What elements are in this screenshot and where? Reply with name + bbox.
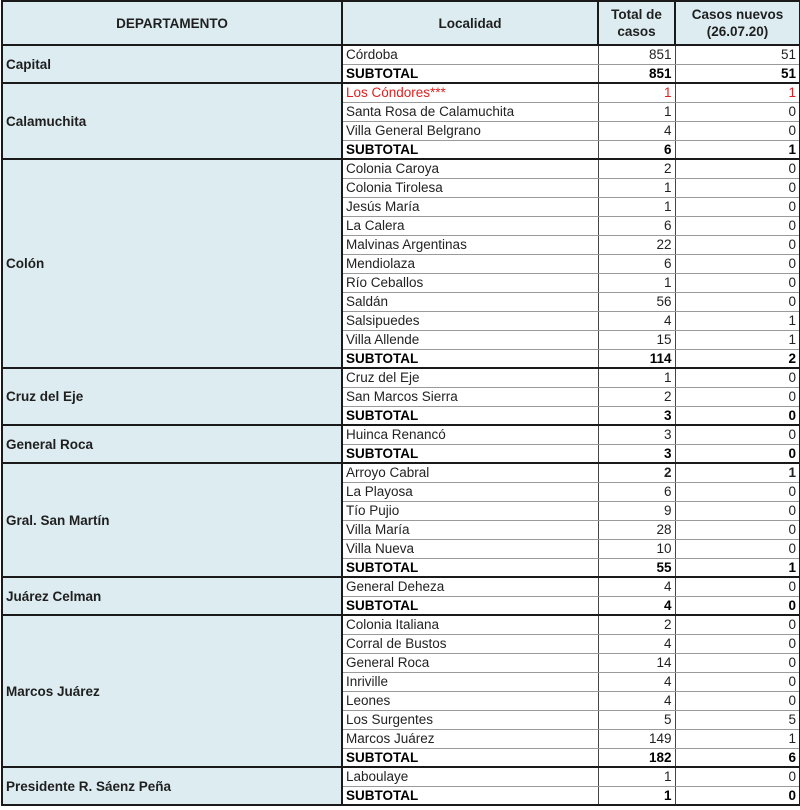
total-casos-cell: 4 bbox=[598, 634, 675, 653]
header-departamento: DEPARTAMENTO bbox=[2, 1, 342, 45]
department-name: Cruz del Eje bbox=[2, 368, 342, 425]
casos-nuevos-cell: 0 bbox=[675, 406, 800, 425]
localidad-cell: Tío Pujio bbox=[342, 501, 598, 520]
casos-nuevos-cell: 0 bbox=[675, 273, 800, 292]
localidad-cell: Colonia Caroya bbox=[342, 159, 598, 178]
localidad-cell: Río Ceballos bbox=[342, 273, 598, 292]
casos-nuevos-cell: 1 bbox=[675, 83, 800, 102]
casos-nuevos-cell: 0 bbox=[675, 672, 800, 691]
department-name: Marcos Juárez bbox=[2, 615, 342, 767]
localidad-cell: General Deheza bbox=[342, 577, 598, 596]
total-casos-cell: 3 bbox=[598, 425, 675, 444]
casos-nuevos-cell: 0 bbox=[675, 501, 800, 520]
department-name: Gral. San Martín bbox=[2, 463, 342, 577]
total-casos-cell: 56 bbox=[598, 292, 675, 311]
total-casos-cell: 5 bbox=[598, 710, 675, 729]
casos-nuevos-cell: 1 bbox=[675, 311, 800, 330]
total-casos-cell: 10 bbox=[598, 539, 675, 558]
total-casos-cell: 6 bbox=[598, 216, 675, 235]
total-casos-cell: 149 bbox=[598, 729, 675, 748]
casos-nuevos-cell: 0 bbox=[675, 178, 800, 197]
total-casos-cell: 2 bbox=[598, 463, 675, 482]
localidad-cell: Marcos Juárez bbox=[342, 729, 598, 748]
localidad-cell: Villa Allende bbox=[342, 330, 598, 349]
casos-nuevos-cell: 0 bbox=[675, 577, 800, 596]
total-casos-cell: 1 bbox=[598, 178, 675, 197]
casos-nuevos-cell: 0 bbox=[675, 520, 800, 539]
table-row bbox=[2, 83, 800, 102]
casos-nuevos-cell: 1 bbox=[675, 729, 800, 748]
localidad-cell: La Playosa bbox=[342, 482, 598, 501]
total-casos-cell: 4 bbox=[598, 311, 675, 330]
casos-nuevos-cell: 5 bbox=[675, 710, 800, 729]
table-row bbox=[2, 159, 800, 178]
localidad-cell: Los Surgentes bbox=[342, 710, 598, 729]
casos-nuevos-cell: 1 bbox=[675, 558, 800, 577]
total-casos-cell: 28 bbox=[598, 520, 675, 539]
total-casos-cell: 14 bbox=[598, 653, 675, 672]
localidad-cell: Villa Nueva bbox=[342, 539, 598, 558]
total-casos-cell: 1 bbox=[598, 273, 675, 292]
total-casos-cell: 4 bbox=[598, 596, 675, 615]
casos-nuevos-cell: 1 bbox=[675, 140, 800, 159]
total-casos-cell: 114 bbox=[598, 349, 675, 368]
total-casos-cell: 6 bbox=[598, 140, 675, 159]
total-casos-cell: 182 bbox=[598, 748, 675, 767]
total-casos-cell: 4 bbox=[598, 672, 675, 691]
total-casos-cell: 2 bbox=[598, 615, 675, 634]
department-name: Presidente R. Sáenz Peña bbox=[2, 767, 342, 805]
localidad-cell: Villa María bbox=[342, 520, 598, 539]
header-casos-nuevos: Casos nuevos (26.07.20) bbox=[675, 1, 800, 45]
casos-nuevos-cell: 0 bbox=[675, 596, 800, 615]
total-casos-cell: 1 bbox=[598, 767, 675, 786]
header-localidad: Localidad bbox=[342, 1, 598, 45]
subtotal-label: SUBTOTAL bbox=[342, 406, 598, 425]
total-casos-cell: 1 bbox=[598, 197, 675, 216]
total-casos-cell: 22 bbox=[598, 235, 675, 254]
casos-nuevos-cell: 0 bbox=[675, 425, 800, 444]
casos-nuevos-cell: 1 bbox=[675, 330, 800, 349]
localidad-cell: Arroyo Cabral bbox=[342, 463, 598, 482]
total-casos-cell: 851 bbox=[598, 45, 675, 64]
localidad-cell: Inriville bbox=[342, 672, 598, 691]
localidad-cell: Salsipuedes bbox=[342, 311, 598, 330]
subtotal-label: SUBTOTAL bbox=[342, 444, 598, 463]
casos-nuevos-cell: 51 bbox=[675, 45, 800, 64]
localidad-cell: Saldán bbox=[342, 292, 598, 311]
department-name: Colón bbox=[2, 159, 342, 368]
total-casos-cell: 2 bbox=[598, 159, 675, 178]
localidad-cell: Santa Rosa de Calamuchita bbox=[342, 102, 598, 121]
total-casos-cell: 1 bbox=[598, 368, 675, 387]
casos-nuevos-cell: 0 bbox=[675, 235, 800, 254]
casos-nuevos-cell: 6 bbox=[675, 748, 800, 767]
total-casos-cell: 1 bbox=[598, 102, 675, 121]
table-row bbox=[2, 45, 800, 64]
subtotal-label: SUBTOTAL bbox=[342, 786, 598, 805]
total-casos-cell: 1 bbox=[598, 786, 675, 805]
total-casos-cell: 55 bbox=[598, 558, 675, 577]
localidad-cell: Mendiolaza bbox=[342, 254, 598, 273]
casos-nuevos-cell: 1 bbox=[675, 463, 800, 482]
total-casos-cell: 2 bbox=[598, 387, 675, 406]
localidad-cell: Los Cóndores*** bbox=[342, 83, 598, 102]
localidad-cell: Malvinas Argentinas bbox=[342, 235, 598, 254]
localidad-cell: Colonia Tirolesa bbox=[342, 178, 598, 197]
total-casos-cell: 15 bbox=[598, 330, 675, 349]
department-name: General Roca bbox=[2, 425, 342, 463]
total-casos-cell: 6 bbox=[598, 482, 675, 501]
casos-nuevos-cell: 0 bbox=[675, 634, 800, 653]
casos-nuevos-cell: 51 bbox=[675, 64, 800, 83]
covid-cases-table bbox=[1, 0, 800, 806]
casos-nuevos-cell: 0 bbox=[675, 444, 800, 463]
total-casos-cell: 9 bbox=[598, 501, 675, 520]
localidad-cell: Colonia Italiana bbox=[342, 615, 598, 634]
localidad-cell: Laboulaye bbox=[342, 767, 598, 786]
casos-nuevos-cell: 0 bbox=[675, 767, 800, 786]
localidad-cell: San Marcos Sierra bbox=[342, 387, 598, 406]
subtotal-label: SUBTOTAL bbox=[342, 748, 598, 767]
subtotal-label: SUBTOTAL bbox=[342, 140, 598, 159]
casos-nuevos-cell: 0 bbox=[675, 102, 800, 121]
department-name: Capital bbox=[2, 45, 342, 83]
total-casos-cell: 3 bbox=[598, 444, 675, 463]
subtotal-label: SUBTOTAL bbox=[342, 558, 598, 577]
localidad-cell: Cruz del Eje bbox=[342, 368, 598, 387]
casos-nuevos-cell: 0 bbox=[675, 691, 800, 710]
total-casos-cell: 1 bbox=[598, 83, 675, 102]
table-row bbox=[2, 615, 800, 634]
subtotal-label: SUBTOTAL bbox=[342, 64, 598, 83]
header-total-casos: Total de casos bbox=[598, 1, 675, 45]
localidad-cell: General Roca bbox=[342, 653, 598, 672]
casos-nuevos-cell: 0 bbox=[675, 653, 800, 672]
table-row bbox=[2, 463, 800, 482]
localidad-cell: Corral de Bustos bbox=[342, 634, 598, 653]
department-name: Calamuchita bbox=[2, 83, 342, 159]
casos-nuevos-cell: 0 bbox=[675, 197, 800, 216]
table-header-row bbox=[2, 1, 800, 45]
casos-nuevos-cell: 0 bbox=[675, 216, 800, 235]
total-casos-cell: 4 bbox=[598, 691, 675, 710]
total-casos-cell: 4 bbox=[598, 577, 675, 596]
localidad-cell: La Calera bbox=[342, 216, 598, 235]
casos-nuevos-cell: 0 bbox=[675, 121, 800, 140]
casos-nuevos-cell: 0 bbox=[675, 254, 800, 273]
total-casos-cell: 3 bbox=[598, 406, 675, 425]
subtotal-label: SUBTOTAL bbox=[342, 349, 598, 368]
casos-nuevos-cell: 0 bbox=[675, 292, 800, 311]
localidad-cell: Córdoba bbox=[342, 45, 598, 64]
casos-nuevos-cell: 0 bbox=[675, 387, 800, 406]
casos-nuevos-cell: 2 bbox=[675, 349, 800, 368]
casos-nuevos-cell: 0 bbox=[675, 159, 800, 178]
casos-nuevos-cell: 0 bbox=[675, 786, 800, 805]
table-row bbox=[2, 767, 800, 786]
table-row bbox=[2, 368, 800, 387]
department-name: Juárez Celman bbox=[2, 577, 342, 615]
table-row bbox=[2, 425, 800, 444]
casos-nuevos-cell: 0 bbox=[675, 539, 800, 558]
localidad-cell: Leones bbox=[342, 691, 598, 710]
localidad-cell: Jesús María bbox=[342, 197, 598, 216]
localidad-cell: Villa General Belgrano bbox=[342, 121, 598, 140]
casos-nuevos-cell: 0 bbox=[675, 615, 800, 634]
total-casos-cell: 4 bbox=[598, 121, 675, 140]
total-casos-cell: 6 bbox=[598, 254, 675, 273]
subtotal-label: SUBTOTAL bbox=[342, 596, 598, 615]
table-body bbox=[2, 45, 800, 805]
casos-nuevos-cell: 0 bbox=[675, 368, 800, 387]
casos-nuevos-cell: 0 bbox=[675, 482, 800, 501]
total-casos-cell: 851 bbox=[598, 64, 675, 83]
localidad-cell: Huinca Renancó bbox=[342, 425, 598, 444]
table-row bbox=[2, 577, 800, 596]
